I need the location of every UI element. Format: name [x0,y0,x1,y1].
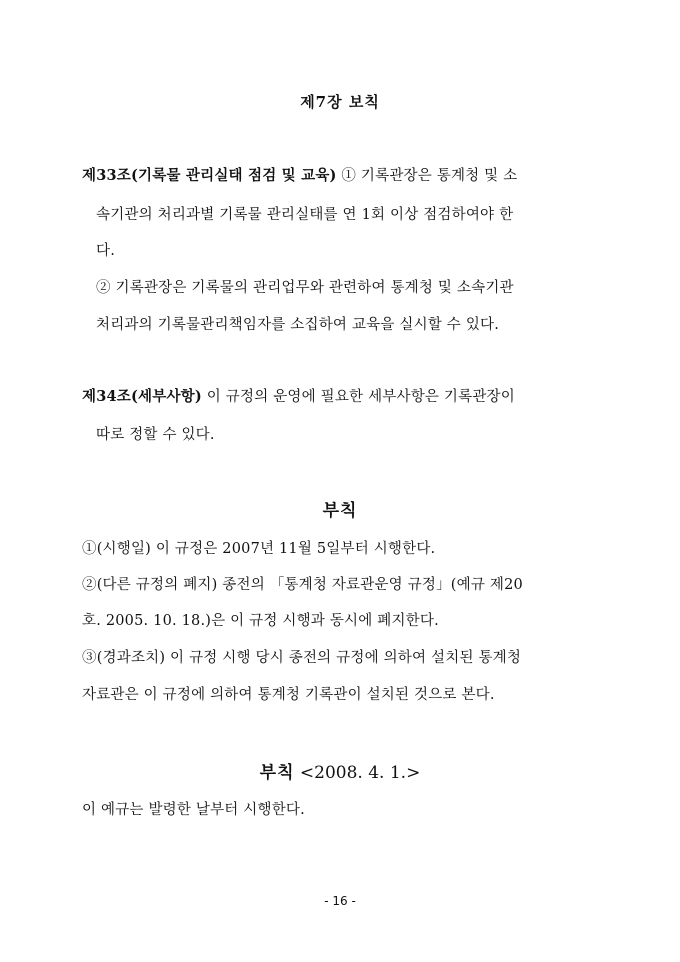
article-34-line-2: 따로 정할 수 있다. [96,427,215,443]
article-34-line-1 [82,387,602,407]
article-34-heading: 제34조(세부사항) [82,388,202,405]
article-33-line-3: 다. [96,243,116,259]
article-33-line-2: 속기관의 처리과별 기록물 관리실태를 연 1회 이상 점검하여야 한 [96,207,514,223]
addendum-2-title [0,758,680,783]
addendum-item-2-line-2: 호. 2005. 10. 18.)은 이 규정 시행과 동시에 폐지한다. [82,613,439,629]
addendum-item-1: ①(시행일) 이 규정은 2007년 11월 5일부터 시행한다. [82,541,436,557]
addendum-item-2-line-1: ②(다른 규정의 폐지) 종전의 「통계청 자료관운영 규정」(예규 제20 [82,577,523,593]
addendum-item-3-line-1: ③(경과조치) 이 규정 시행 당시 종전의 규정에 의하여 설치된 통계청 [82,650,522,666]
article-33-line-1-text: ① 기록관장은 통계청 및 소 [336,168,518,184]
addendum-title: 부칙 [322,501,358,521]
addendum-2-date: <2008. 4. 1.> [294,763,421,783]
chapter-title: 제7장 보칙 [300,93,380,111]
article-33-clause-2-line-2: 처리과의 기록물관리책임자를 소집하여 교육을 실시할 수 있다. [96,317,500,333]
addendum-2-body: 이 예규는 발령한 날부터 시행한다. [82,802,305,818]
article-33-clause-2-line-1: ② 기록관장은 기록물의 관리업무와 관련하여 통계청 및 소속기관 [96,280,514,296]
article-33-line-1 [82,166,602,186]
page-number: - 16 - [324,894,356,908]
addendum-2-title-label: 부칙 [259,763,295,783]
article-34-line-1-text: 이 규정의 운영에 필요한 세부사항은 기록관장이 [201,389,515,405]
article-33-heading: 제33조(기록물 관리실태 점검 및 교육) [82,167,337,184]
addendum-item-3-line-2: 자료관은 이 규정에 의하여 통계청 기록관이 설치된 것으로 본다. [82,687,495,703]
